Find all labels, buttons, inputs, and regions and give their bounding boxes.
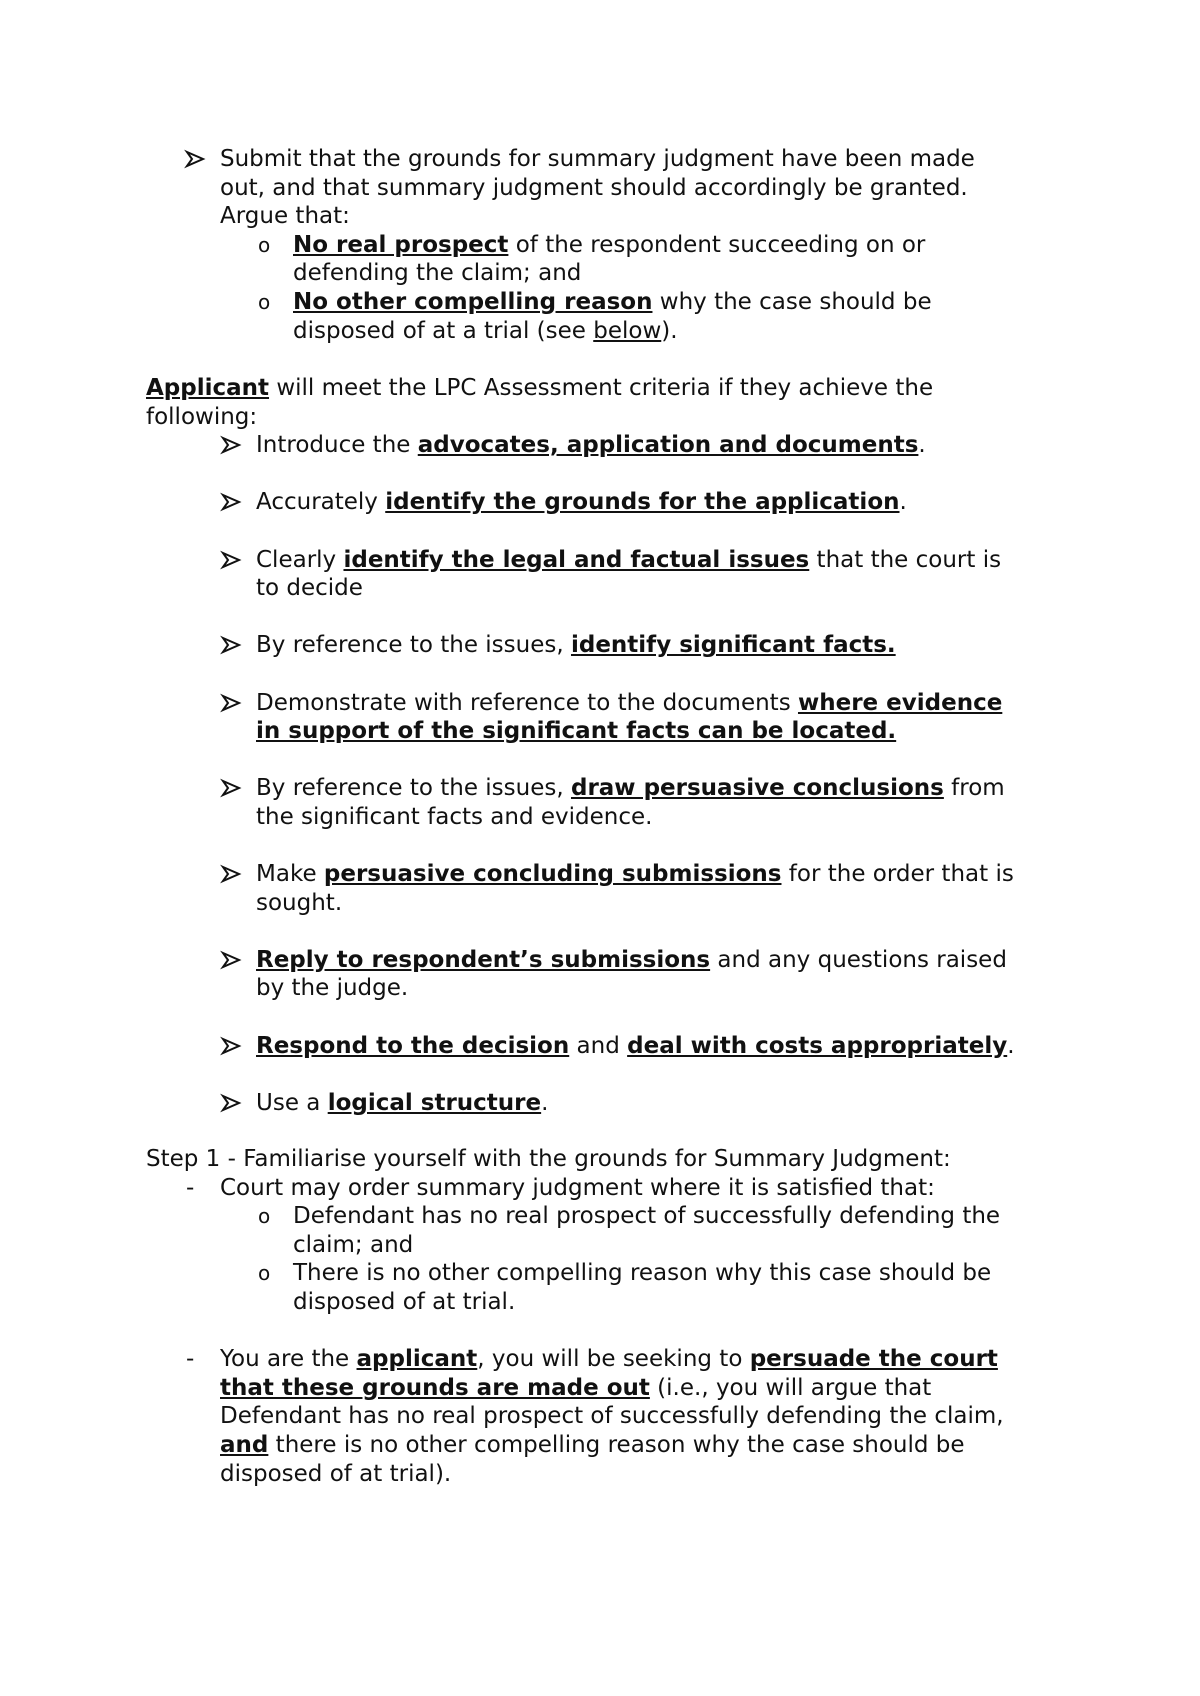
- list-item: - You are the applicant, you will be seeking to persuade the court that these grounds are made out (i.e., you will argue that Defendant has no real prospect of successfully defending the claim, and there is no other compelling reason why the case should be disposed of at trial).: [186, 1346, 1004, 1487]
- arrow-bullet-icon: [184, 145, 206, 181]
- arrow-bullet-icon: [220, 1032, 242, 1068]
- step1-section: [0, 1145, 1200, 1488]
- list-item: o No real prospect of the respondent succeeding on or defending the claim; and: [258, 231, 926, 287]
- arrow-bullet-icon: [220, 946, 242, 982]
- dash-bullet-icon: -: [186, 1174, 195, 1201]
- criteria-item: Accurately identify the grounds for the application.: [0, 488, 1200, 517]
- list-item: o Defendant has no real prospect of successfully defending the claim; and: [258, 1203, 1001, 1258]
- criteria-heading: Applicant will meet the LPC Assessment criteria if they achieve the following:: [146, 375, 934, 430]
- intro-line-1: Submit that the grounds for summary judgment have been made: [220, 146, 975, 172]
- applicant-emphasis: Applicant: [146, 375, 270, 401]
- arrow-bullet-icon: [220, 689, 242, 725]
- dash-bullet-icon: -: [186, 1346, 195, 1373]
- criteria-item: Use a logical structure.: [0, 1089, 1200, 1118]
- criteria-item: Respond to the decision and deal with costs appropriately.: [0, 1032, 1200, 1061]
- intro-line-2: out, and that summary judgment should accordingly be granted.: [220, 174, 968, 201]
- list-item: [0, 145, 1200, 231]
- arrow-bullet-icon: [220, 860, 242, 896]
- circle-bullet-icon: o: [258, 1261, 271, 1286]
- intro-section: [0, 145, 1200, 345]
- no-other-reason-emphasis: No other compelling reason: [293, 288, 653, 315]
- arrow-bullet-icon: [220, 774, 242, 810]
- criteria-item: Reply to respondent’s submissions and any questions raised by the judge.: [0, 946, 1200, 1003]
- step1-heading: Step 1 - Familiarise yourself with the grounds for Summary Judgment:: [146, 1146, 951, 1172]
- intro-line-3: Argue that:: [220, 203, 350, 230]
- criteria-section: [0, 374, 1200, 1117]
- criteria-item: Introduce the advocates, application and documents.: [0, 431, 1200, 460]
- no-real-prospect-emphasis: No real prospect: [293, 231, 509, 258]
- criteria-item: Make persuasive concluding submissions for the order that is sought.: [0, 860, 1200, 917]
- arrow-bullet-icon: [220, 631, 242, 667]
- criteria-item: By reference to the issues, identify significant facts.: [0, 631, 1200, 660]
- arrow-bullet-icon: [220, 1089, 242, 1125]
- arrow-bullet-icon: [220, 488, 242, 524]
- list-item: o No other compelling reason why the case should be disposed of at a trial (see below).: [258, 288, 932, 344]
- circle-bullet-icon: o: [258, 232, 271, 257]
- list-item: o There is no other compelling reason why this case should be disposed of at trial.: [258, 1260, 992, 1315]
- circle-bullet-icon: o: [258, 289, 271, 314]
- list-item: - Court may order summary judgment where it is satisfied that:: [186, 1174, 935, 1201]
- arrow-bullet-icon: [220, 546, 242, 582]
- arrow-bullet-icon: [220, 431, 242, 467]
- below-link[interactable]: below: [593, 317, 662, 344]
- criteria-item: Demonstrate with reference to the documents where evidence in support of the significant facts can be located.: [0, 689, 1200, 746]
- circle-bullet-icon: o: [258, 1204, 271, 1229]
- criteria-item: By reference to the issues, draw persuasive conclusions from the significant facts and evidence.: [0, 774, 1200, 831]
- criteria-item: Clearly identify the legal and factual issues that the court is to decide: [0, 546, 1200, 603]
